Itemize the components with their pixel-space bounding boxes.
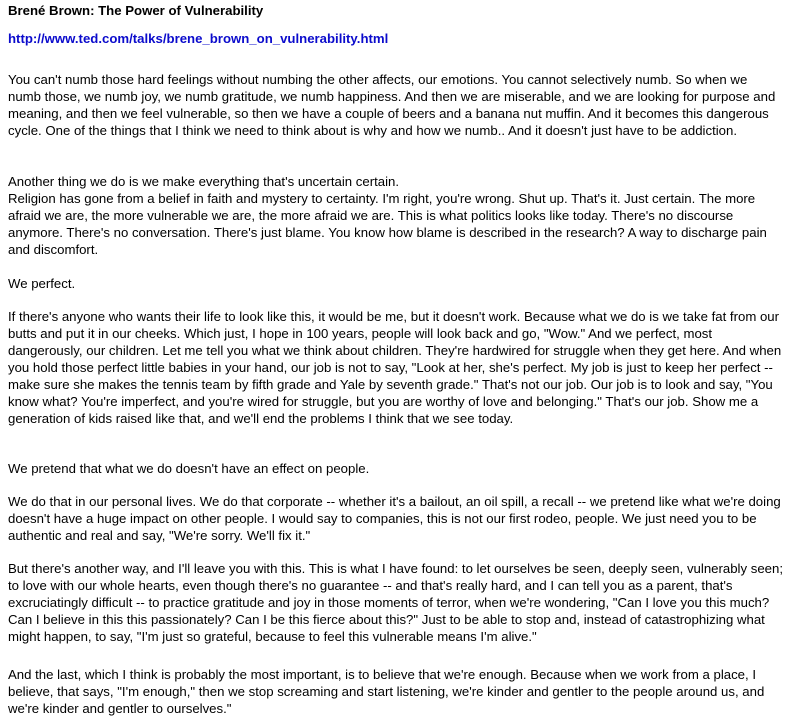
paragraph-enough: And the last, which I think is probably the most important, is to believe that we're enough. Because when we work from a place, I believe, that says, "I'm enough," then we stop screaming and start listening, we're kinder and gentler to the people around us, and we're kinder and gentler to ourselves." — [8, 667, 765, 716]
transcript-body — [8, 71, 783, 717]
paragraph-religion: Religion has gone from a belief in faith and mystery to certainty. I'm right, you're wrong. Shut up. That's it. Just certain. The more afraid we are, the more vulnerable we are, the more afraid we are. This is what politics looks like today. There's no discourse anymore. There's no conversation. There's just blame. You know how blame is described in the research? A way to discharge pain and discomfort. — [8, 191, 767, 257]
paragraph-numbing: You can't numb those hard feelings without numbing the other affects, our emotions. You cannot selectively numb. So when we numb those, we numb joy, we numb gratitude, we numb happiness. And then we are miserable, and we are looking for purpose and meaning, and then we feel vulnerable, so then we have a couple of beers and a banana nut muffin. And it becomes this dangerous cycle. One of the things that I think we need to think about is why and how we numb.. And it doesn't just have to be addiction. — [8, 72, 776, 138]
paragraph-pretend: We pretend that what we do doesn't have an effect on people. — [8, 461, 370, 476]
paragraph-children: If there's anyone who wants their life to look like this, it would be me, but it doesn't work. Because what we do is we take fat from our butts and put it in our cheeks. Which just, I hope in 100 years, people will look back and go, "Wow." And we perfect, most dangerously, our children. Let me tell you what we think about children. They're hardwired for struggle when they get here. And when you hold those perfect little babies in your hand, our job is not to say, "Look at her, she's perfect. My job is just to keep her perfect -- make sure she makes the tennis team by fifth grade and Yale by seventh grade." That's not our job. Our job is to look and say, "You know what? You're imperfect, and you're wired for struggle, but you are worthy of love and belonging." That's our job. Show me a generation of kids raised like that, and we'll end the problems I think that we see today. — [8, 309, 782, 426]
paragraph-uncertain-certain: Another thing we do is we make everything that's uncertain certain. — [8, 174, 400, 189]
paragraph-another-way: But there's another way, and I'll leave you with this. This is what I have found: to let ourselves be seen, deeply seen, vulnerably seen; to love with our whole hearts, even though there's no guarantee -- and that's really hard, and I can tell you as a parent, that's excruciatingly difficult -- to practice gratitude and joy in those moments of terror, when we're wondering, "Can I love you this much? Can I believe in this this passionately? Can I be this fierce about this?" Just to be able to stop and, instead of catastrophizing what might happen, to say, "I'm just so grateful, because to feel this vulnerable means I'm alive." — [8, 561, 783, 644]
talk-link[interactable]: http://www.ted.com/talks/brene_brown_on_vulnerability.html — [8, 31, 389, 46]
paragraph-we-perfect: We perfect. — [8, 276, 76, 291]
document-title: Brené Brown: The Power of Vulnerability — [8, 3, 264, 18]
paragraph-corporate: We do that in our personal lives. We do that corporate -- whether it's a bailout, an oil spill, a recall -- we pretend like what we're doing doesn't have a huge impact on other people. I would say to companies, this is not our first rodeo, people. We just need you to be authentic and real and say, "We're sorry. We'll fix it." — [8, 494, 781, 543]
